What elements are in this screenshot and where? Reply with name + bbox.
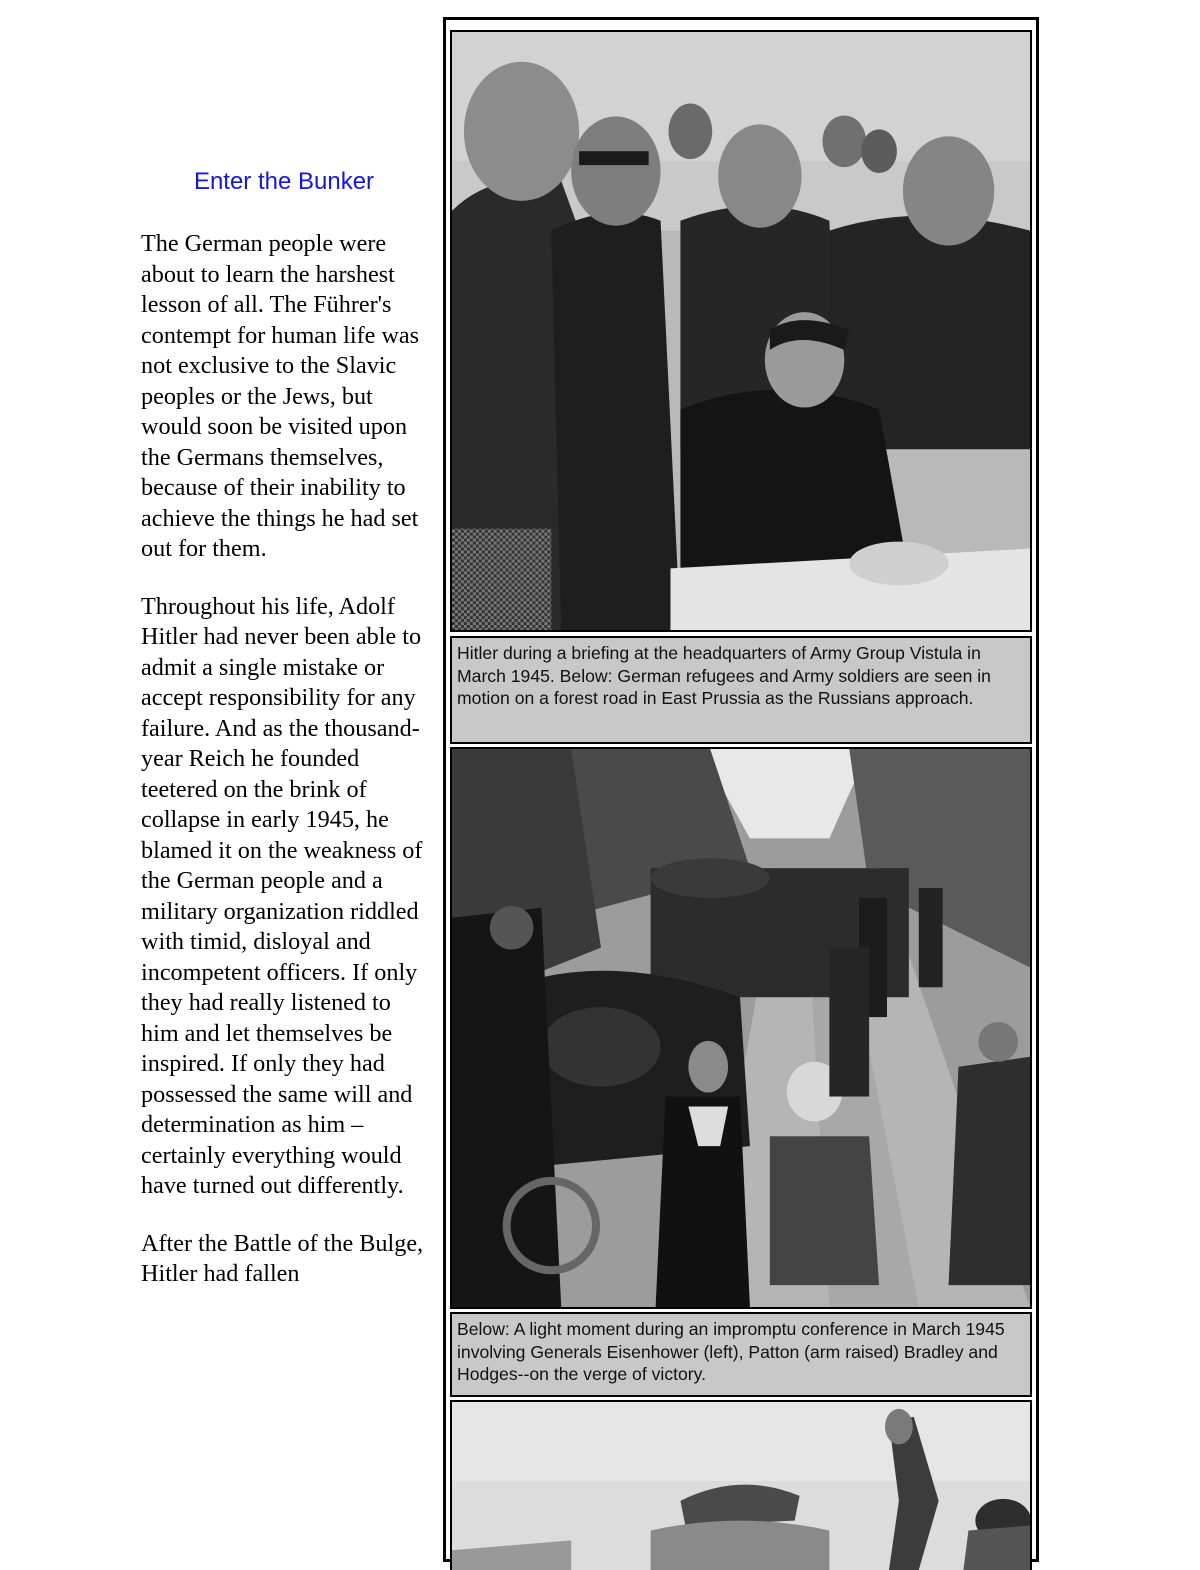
briefing-photo bbox=[450, 30, 1032, 632]
article-paragraph-1: The German people were about to learn the harshest lesson of all. The Führer's contempt for human life was not exclusive to the Slavic peoples or the Jews, but would soon be visited upon the Germans themselves, because of their inability to achieve the things he had set out for them. bbox=[141, 230, 420, 562]
caption-briefing: Hitler during a briefing at the headquarters of Army Group Vistula in March 1945. Below: German refugees and Army soldiers are seen in motion on a forest road in East Prussia as the Russians approach. bbox=[450, 636, 1032, 744]
article-paragraph-2: Throughout his life, Adolf Hitler had never been able to admit a single mistake or accept responsibility for any failure. And as the thousand-year Reich he founded teetered on the brink of collapse in early 1945, he blamed it on the weakness of the German people and a military organization riddled with timid, disloyal and incompetent officers. If only they had really listened to him and let themselves be inspired. If only they had possessed the same will and determination as him – certainly everything would have turned out differently. bbox=[141, 592, 423, 1199]
article-title: Enter the Bunker bbox=[193, 168, 375, 195]
generals-photo bbox=[450, 1400, 1032, 1570]
refugees-photo bbox=[450, 747, 1032, 1309]
article-body bbox=[141, 229, 431, 1317]
photo-column bbox=[443, 17, 1039, 1562]
caption-generals: Below: A light moment during an impromptu conference in March 1945 involving Generals Eisenhower (left), Patton (arm raised) Bradley and Hodges--on the verge of victory. bbox=[450, 1312, 1032, 1397]
article-paragraph-3: After the Battle of the Bulge, Hitler had fallen bbox=[141, 1229, 424, 1287]
